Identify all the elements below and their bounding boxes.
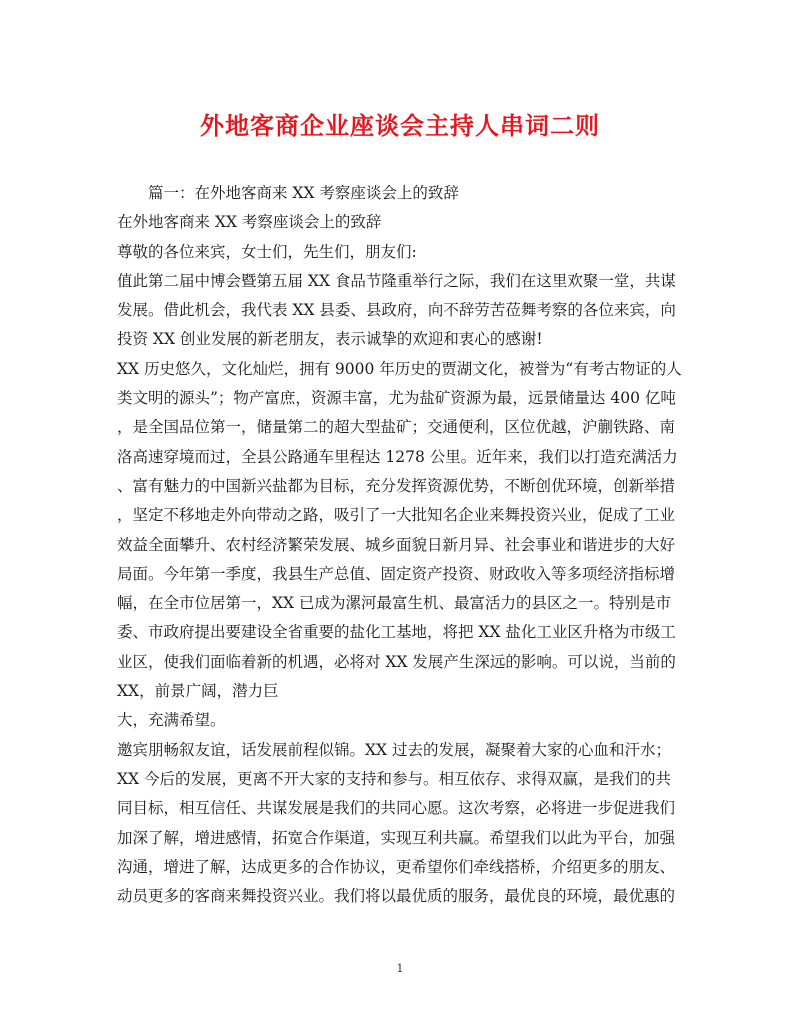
paragraph-line: 洛高速穿境而过，全县公路通车里程达 1278 公里。近年来，我们以打造充满活力 xyxy=(117,447,678,466)
paragraph-line: 邀宾朋畅叙友谊，话发展前程似锦。XX 过去的发展，凝聚着大家的心血和汗水； xyxy=(117,740,671,759)
paragraph-line: ，是全国品位第一，储量第二的超大型盐矿；交通便利，区位优越，沪蒯铁路、南 xyxy=(117,418,676,437)
paragraph-line: 业区，使我们面临着新的机遇，必将对 XX 发展产生深远的影响。可以说，当前的 xyxy=(117,652,676,671)
paragraph-line: 类文明的源头”；物产富庶，资源丰富，尤为盐矿资源为最，远景储量达 400 亿吨 xyxy=(117,389,676,408)
paragraph-line: 动员更多的客商来舞投资兴业。我们将以最优质的服务，最优良的环境，最优惠的 xyxy=(117,887,676,906)
paragraph-line: XX 历史悠久，文化灿烂，拥有 9000 年历史的贾湖文化，被誉为“有考古物证的人 xyxy=(117,359,682,378)
paragraph-line: 投资 XX 创业发展的新老朋友，表示诚挚的欢迎和衷心的感谢! xyxy=(117,330,543,349)
paragraph-line: XX，前景广阔，潜力巨 xyxy=(117,682,279,701)
speech-title: 在外地客商来 XX 考察座谈会上的致辞 xyxy=(117,213,382,232)
page-number: 1 xyxy=(396,962,404,975)
paragraph-line: 大，充满希望。 xyxy=(117,711,226,730)
paragraph-line: 幅，在全市位居第一，XX 已成为漯河最富生机、最富活力的县区之一。特别是市 xyxy=(117,594,671,613)
document-body xyxy=(117,179,687,911)
paragraph-line: 、富有魅力的中国新兴盐都为目标，充分发挥资源优势，不断创优环境，创新举措 xyxy=(117,476,676,495)
salutation: 尊敬的各位来宾，女士们，先生们，朋友们: xyxy=(117,242,417,261)
paragraph-line: 发展。借此机会，我代表 XX 县委、县政府，向不辞劳苦莅舞考察的各位来宾，向 xyxy=(117,301,676,320)
paragraph-line: 值此第二届中博会暨第五届 XX 食品节隆重举行之际，我们在这里欢聚一堂，共谋 xyxy=(117,271,676,290)
paragraph-line: 沟通，增进了解，达成更多的合作协议，更希望你们牵线搭桥，介绍更多的朋友、 xyxy=(117,857,676,876)
paragraph-line: ，坚定不移地走外向带动之路，吸引了一大批知名企业来舞投资兴业，促成了工业 xyxy=(117,506,676,525)
section-heading: 篇一：在外地客商来 XX 考察座谈会上的致辞 xyxy=(148,184,459,202)
paragraph-line: 效益全面攀升、农村经济繁荣发展、城乡面貌日新月异、社会事业和谐进步的大好 xyxy=(117,535,676,554)
paragraph-line: 局面。今年第一季度，我县生产总值、固定资产投资、财政收入等多项经济指标增 xyxy=(117,564,676,583)
paragraph-line: XX 今后的发展，更离不开大家的支持和参与。相互依存、求得双赢，是我们的共 xyxy=(117,769,671,788)
paragraph-line: 委、市政府提出要建设全省重要的盐化工基地，将把 XX 盐化工业区升格为市级工 xyxy=(117,623,676,642)
page-title: 外地客商企业座谈会主持人串词二则 xyxy=(200,111,600,140)
paragraph-line: 同目标，相互信任、共谋发展是我们的共同心愿。这次考察，必将进一步促进我们 xyxy=(117,799,676,818)
paragraph-line: 加深了解，增进感情，拓宽合作渠道，实现互利共赢。希望我们以此为平台，加强 xyxy=(117,828,676,847)
